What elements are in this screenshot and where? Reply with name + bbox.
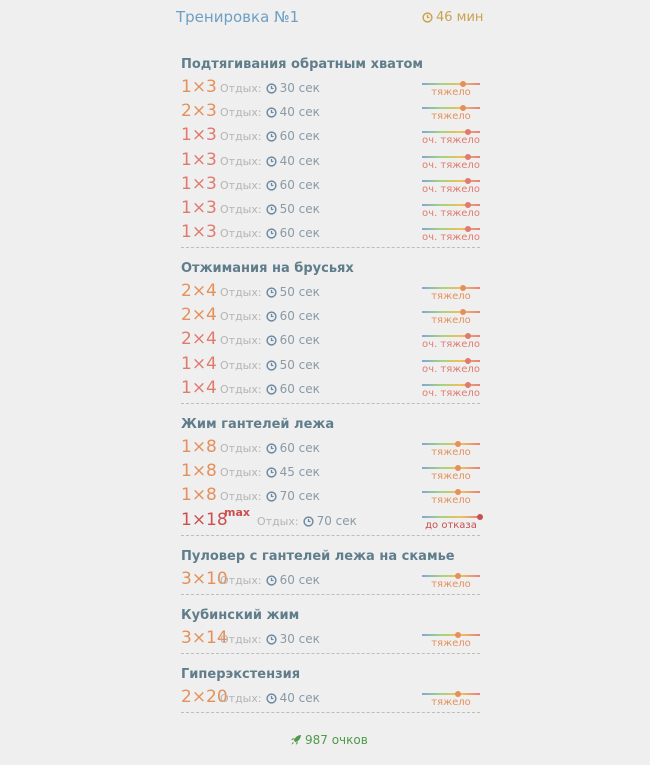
intensity-scale xyxy=(422,384,480,386)
set-row xyxy=(181,377,481,401)
rest-label: Отдых: xyxy=(220,130,262,144)
exercise-title: Гиперэкстензия xyxy=(181,667,301,682)
set-reps: 1×3 xyxy=(181,197,217,218)
set-row xyxy=(181,568,481,592)
set-reps: 1×18 xyxy=(181,509,228,530)
rest-info xyxy=(220,80,320,97)
clock-icon xyxy=(266,384,277,395)
clock-icon xyxy=(422,12,433,23)
set-reps: 1×8 xyxy=(181,461,217,482)
set-reps: 2×3 xyxy=(181,101,217,122)
intensity-scale xyxy=(422,491,480,493)
rest-info xyxy=(257,513,357,530)
intensity-label: оч. тяжело xyxy=(422,135,480,147)
set-row xyxy=(181,353,481,377)
intensity-label: тяжело xyxy=(431,471,471,483)
intensity-label: тяжело xyxy=(431,638,471,649)
clock-icon xyxy=(266,311,277,322)
intensity-scale xyxy=(422,634,480,636)
rest-info xyxy=(220,690,320,707)
points-text: 987 очков xyxy=(305,733,368,747)
set-row xyxy=(181,328,481,352)
clock-icon xyxy=(266,180,277,191)
intensity-meter xyxy=(422,690,482,710)
set-reps: 1×3 xyxy=(181,125,217,146)
rest-time: 60 сек xyxy=(279,573,320,587)
intensity-meter xyxy=(422,357,482,377)
rest-label: Отдых: xyxy=(220,466,262,480)
intensity-meter xyxy=(422,381,482,401)
rest-label: Отдых: xyxy=(257,514,299,528)
intensity-meter xyxy=(422,80,482,100)
intensity-label: тяжело xyxy=(431,291,471,302)
rest-info xyxy=(220,128,320,145)
rest-time: 60 сек xyxy=(279,333,320,348)
set-reps: 2×4 xyxy=(181,281,217,301)
rest-time: 70 сек xyxy=(316,513,357,528)
workout-title: Тренировка №1 xyxy=(176,8,300,26)
exercise-block xyxy=(181,414,481,533)
set-row xyxy=(181,221,481,245)
set-reps: 1×8 xyxy=(181,485,217,506)
exercise-separator xyxy=(181,594,480,595)
intensity-scale xyxy=(422,443,480,445)
exercise-block xyxy=(181,258,481,401)
intensity-label: оч. тяжело xyxy=(422,339,480,351)
intensity-scale xyxy=(422,516,480,518)
set-reps: 1×3 xyxy=(181,222,217,243)
intensity-meter xyxy=(422,153,482,173)
intensity-meter xyxy=(422,488,482,508)
rest-label: Отдых: xyxy=(220,310,262,324)
intensity-meter xyxy=(422,225,482,245)
set-row xyxy=(181,436,481,460)
exercise-title: Подтягивания обратным хватом xyxy=(181,57,424,72)
intensity-scale xyxy=(422,693,480,695)
intensity-scale xyxy=(422,360,480,362)
rest-info xyxy=(220,488,320,505)
rest-time: 40 сек xyxy=(279,105,320,120)
rest-info xyxy=(220,381,320,398)
clock-icon xyxy=(266,156,277,167)
exercise-block xyxy=(181,605,481,651)
intensity-meter xyxy=(422,308,482,328)
rest-info xyxy=(220,572,320,589)
rest-label: Отдых: xyxy=(220,692,262,705)
rest-time: 50 сек xyxy=(279,201,320,216)
intensity-meter xyxy=(422,513,482,533)
rest-time: 70 сек xyxy=(279,489,320,504)
intensity-scale xyxy=(422,287,480,289)
clock-icon xyxy=(266,228,277,239)
intensity-scale xyxy=(422,467,480,469)
rest-info xyxy=(220,464,320,481)
intensity-scale xyxy=(422,335,480,337)
intensity-scale xyxy=(422,131,480,133)
intensity-meter xyxy=(422,572,482,592)
rest-time: 50 сек xyxy=(279,357,320,372)
exercise-title: Жим гантелей лежа xyxy=(181,417,335,432)
set-row xyxy=(181,280,481,304)
rest-label: Отдых: xyxy=(220,286,262,299)
intensity-label: тяжело xyxy=(431,111,471,123)
clock-icon xyxy=(266,634,277,645)
rest-time: 40 сек xyxy=(279,691,320,705)
set-row xyxy=(181,76,481,100)
exercise-separator xyxy=(181,403,480,404)
rest-time: 30 сек xyxy=(279,632,320,646)
set-reps: 1×4 xyxy=(181,377,217,398)
set-reps: 3×10 xyxy=(181,569,228,589)
rest-time: 60 сек xyxy=(279,129,320,144)
intensity-scale xyxy=(422,156,480,158)
intensity-meter xyxy=(422,440,482,460)
set-row xyxy=(181,173,481,197)
points-total xyxy=(290,733,368,747)
clock-icon xyxy=(266,491,277,502)
exercise-separator xyxy=(181,535,480,536)
rest-label: Отдых: xyxy=(220,334,262,348)
intensity-label: до отказа xyxy=(425,519,477,531)
set-row xyxy=(181,304,481,328)
exercise-block xyxy=(181,54,481,245)
exercise-separator xyxy=(181,712,480,713)
intensity-meter xyxy=(422,201,482,221)
intensity-scale xyxy=(422,180,480,182)
intensity-meter xyxy=(422,332,482,352)
clock-icon xyxy=(266,107,277,118)
intensity-label: тяжело xyxy=(431,87,471,98)
clock-icon xyxy=(266,335,277,346)
clock-icon xyxy=(266,83,277,94)
set-row xyxy=(181,460,481,484)
set-reps: 1×3 xyxy=(181,173,217,194)
intensity-label: оч. тяжело xyxy=(422,183,480,195)
rest-time: 60 сек xyxy=(279,381,320,396)
intensity-label: оч. тяжело xyxy=(422,363,480,375)
clock-icon xyxy=(266,467,277,478)
exercise-separator xyxy=(181,653,480,654)
rest-time: 40 сек xyxy=(279,153,320,168)
rocket-icon xyxy=(290,734,302,746)
rest-time: 30 сек xyxy=(279,81,320,95)
rest-label: Отдых: xyxy=(220,82,262,95)
intensity-meter xyxy=(422,128,482,148)
rest-info xyxy=(220,631,320,648)
intensity-label: оч. тяжело xyxy=(422,387,480,399)
rest-time: 60 сек xyxy=(279,177,320,192)
set-row xyxy=(181,124,481,148)
rest-info xyxy=(220,153,320,170)
intensity-label: тяжело xyxy=(431,495,471,507)
intensity-meter xyxy=(422,631,482,651)
intensity-meter xyxy=(422,177,482,197)
clock-icon xyxy=(266,443,277,454)
rest-info xyxy=(220,284,320,301)
intensity-label: оч. тяжело xyxy=(422,159,480,171)
rest-label: Отдых: xyxy=(220,633,262,646)
clock-icon xyxy=(303,516,314,527)
rest-info xyxy=(220,308,320,325)
rest-label: Отдых: xyxy=(220,106,262,120)
set-reps: 3×14 xyxy=(181,628,228,648)
set-row xyxy=(181,197,481,221)
rest-info xyxy=(220,104,320,121)
set-reps: 1×3 xyxy=(181,77,217,97)
set-reps: 1×4 xyxy=(181,353,217,374)
set-row xyxy=(181,149,481,173)
exercise-block xyxy=(181,664,481,710)
rest-info xyxy=(220,225,320,242)
rest-time: 60 сек xyxy=(279,309,320,324)
set-row xyxy=(181,100,481,124)
intensity-label: оч. тяжело xyxy=(422,207,480,219)
rest-label: Отдых: xyxy=(220,202,262,216)
rest-label: Отдых: xyxy=(220,358,262,372)
intensity-label: тяжело xyxy=(431,579,471,590)
exercise-title: Отжимания на брусьях xyxy=(181,261,354,276)
rest-label: Отдых: xyxy=(220,227,262,241)
rest-info xyxy=(220,177,320,194)
clock-icon xyxy=(266,360,277,371)
rest-label: Отдых: xyxy=(220,490,262,504)
clock-icon xyxy=(266,204,277,215)
rest-time: 45 сек xyxy=(279,465,320,480)
intensity-label: тяжело xyxy=(431,315,471,327)
intensity-label: тяжело xyxy=(431,447,471,458)
max-badge: max xyxy=(224,505,250,519)
rest-label: Отдых: xyxy=(220,442,262,455)
intensity-scale xyxy=(422,575,480,577)
exercise-title: Кубинский жим xyxy=(181,608,300,623)
rest-label: Отдых: xyxy=(220,574,262,587)
set-row xyxy=(181,686,481,710)
rest-time: 60 сек xyxy=(279,441,320,455)
intensity-meter xyxy=(422,284,482,304)
set-row xyxy=(181,505,481,533)
intensity-meter xyxy=(422,464,482,484)
set-reps: 1×3 xyxy=(181,149,217,170)
intensity-scale xyxy=(422,228,480,230)
clock-icon xyxy=(266,287,277,298)
intensity-scale xyxy=(422,107,480,109)
set-reps: 2×20 xyxy=(181,687,228,707)
intensity-scale xyxy=(422,311,480,313)
rest-time: 60 сек xyxy=(279,226,320,241)
clock-icon xyxy=(266,575,277,586)
rest-info xyxy=(220,440,320,457)
rest-info xyxy=(220,357,320,374)
intensity-meter xyxy=(422,104,482,124)
exercise-title: Пуловер с гантелей лежа на скамье xyxy=(181,549,455,564)
clock-icon xyxy=(266,693,277,704)
clock-icon xyxy=(266,131,277,142)
intensity-label: тяжело xyxy=(431,697,471,708)
rest-label: Отдых: xyxy=(220,178,262,192)
exercise-block xyxy=(181,546,481,592)
set-reps: 2×4 xyxy=(181,305,217,326)
set-reps: 1×8 xyxy=(181,437,217,457)
intensity-scale xyxy=(422,83,480,85)
rest-time: 50 сек xyxy=(279,285,320,299)
rest-label: Отдых: xyxy=(220,382,262,396)
workout-duration xyxy=(422,10,483,25)
rest-info xyxy=(220,332,320,349)
exercise-separator xyxy=(181,247,480,248)
intensity-scale xyxy=(422,204,480,206)
rest-info xyxy=(220,201,320,218)
duration-text: 46 мин xyxy=(436,10,484,25)
intensity-label: оч. тяжело xyxy=(422,232,480,244)
set-row xyxy=(181,627,481,651)
rest-label: Отдых: xyxy=(220,154,262,168)
set-reps: 2×4 xyxy=(181,329,217,350)
